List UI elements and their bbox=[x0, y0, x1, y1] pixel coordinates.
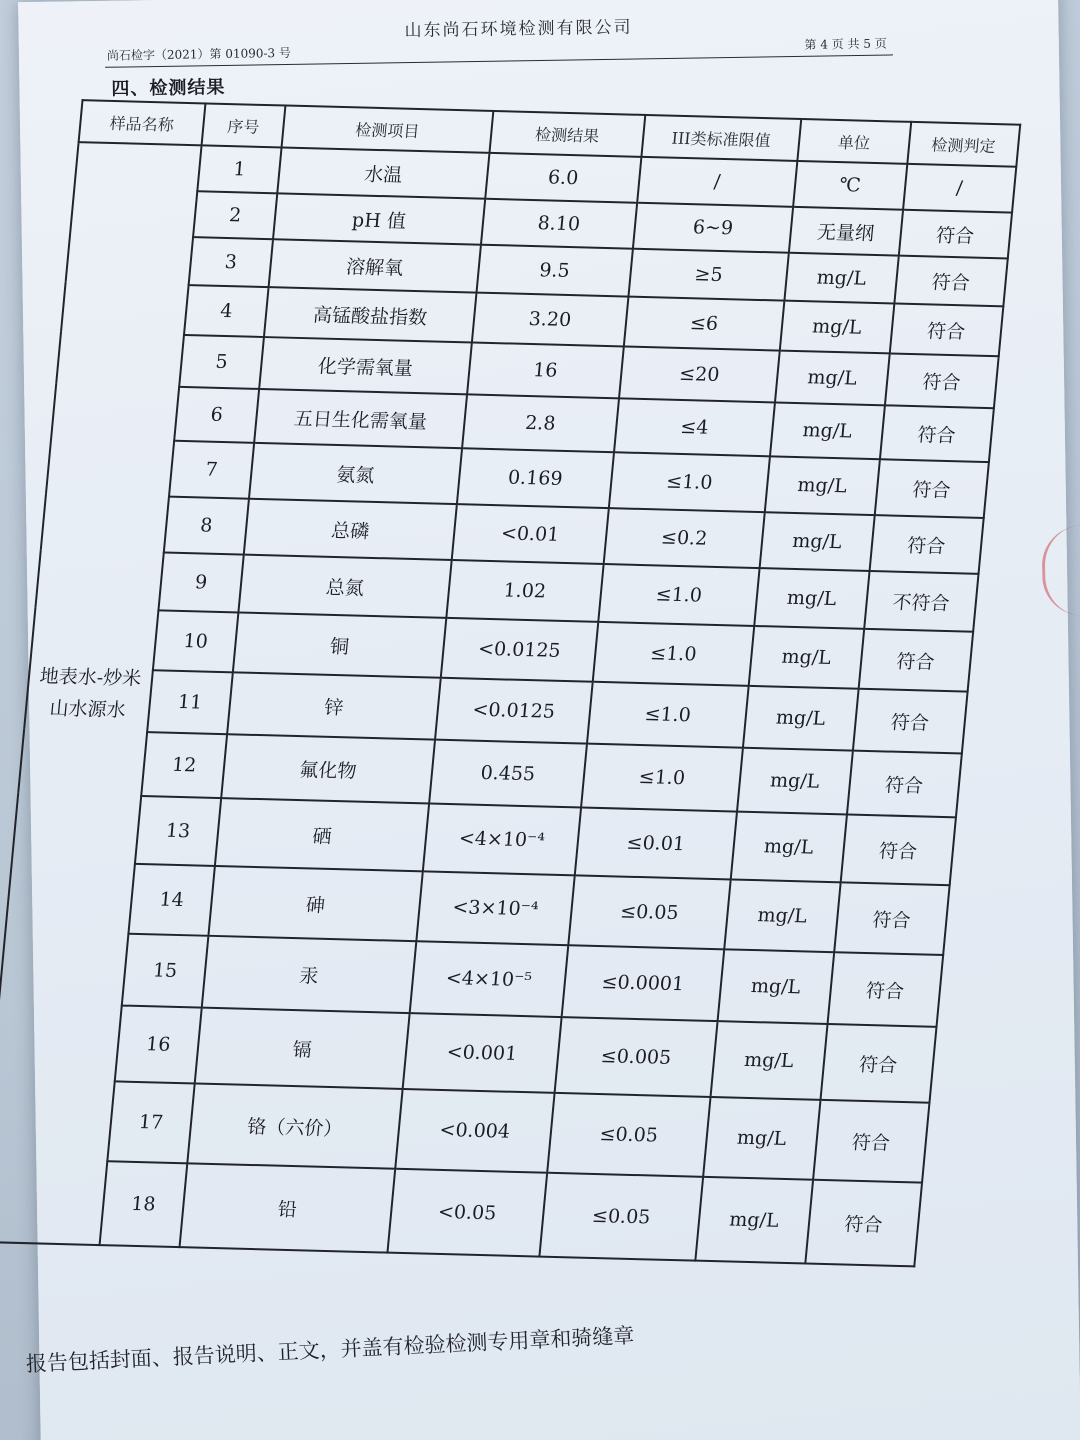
row-number: 9 bbox=[158, 552, 244, 612]
table-body bbox=[0, 142, 1016, 1266]
col-header-item: 检测项目 bbox=[282, 106, 494, 153]
judgement: 符合 bbox=[840, 814, 956, 885]
judgement: 符合 bbox=[889, 304, 1003, 357]
unit: mg/L bbox=[749, 626, 864, 689]
row-number: 1 bbox=[197, 145, 282, 193]
unit: mg/L bbox=[765, 456, 880, 515]
row-number: 8 bbox=[164, 497, 250, 555]
row-number: 2 bbox=[193, 191, 278, 239]
test-item: 总磷 bbox=[244, 499, 457, 560]
test-item: 总氮 bbox=[239, 555, 452, 618]
judgement: 符合 bbox=[834, 882, 950, 955]
test-result: 9.5 bbox=[476, 245, 632, 297]
col-header-result: 检测结果 bbox=[489, 111, 645, 157]
test-item: pH 值 bbox=[273, 193, 485, 244]
unit: mg/L bbox=[718, 949, 834, 1024]
standard-limit: 6~9 bbox=[633, 203, 794, 253]
row-number: 3 bbox=[188, 237, 273, 287]
report-page bbox=[18, 0, 1080, 1440]
judgement: 符合 bbox=[827, 952, 943, 1027]
judgement: 不符合 bbox=[864, 571, 979, 632]
section-title: 四、检测结果 bbox=[111, 76, 226, 100]
test-result: 16 bbox=[467, 342, 624, 398]
standard-limit: ≤0.005 bbox=[554, 1017, 717, 1097]
footer-note: 报告包括封面、报告说明、正文，并盖有检验检测专用章和骑缝章 bbox=[25, 1323, 635, 1377]
row-number: 11 bbox=[147, 670, 233, 734]
judgement: 符合 bbox=[884, 353, 998, 408]
unit: mg/L bbox=[724, 879, 840, 952]
test-item: 五日生化需氧量 bbox=[254, 389, 467, 448]
test-result: 0.455 bbox=[429, 740, 587, 808]
test-result: 3.20 bbox=[472, 293, 628, 347]
results-table-wrapper bbox=[0, 99, 1021, 1267]
unit: mg/L bbox=[737, 748, 852, 815]
row-number: 7 bbox=[169, 441, 255, 499]
test-item: 氟化物 bbox=[221, 734, 435, 803]
unit: mg/L bbox=[760, 512, 875, 571]
standard-limit: ≤0.2 bbox=[603, 508, 764, 568]
standard-limit: ≥5 bbox=[628, 249, 789, 301]
standard-limit: / bbox=[637, 157, 798, 207]
col-header-no: 序号 bbox=[201, 103, 285, 147]
test-result: <3×10⁻⁴ bbox=[416, 871, 574, 945]
standard-limit: ≤1.0 bbox=[587, 682, 749, 748]
unit: mg/L bbox=[695, 1177, 812, 1264]
test-result: 1.02 bbox=[446, 560, 603, 622]
row-number: 16 bbox=[115, 1006, 202, 1084]
test-result: 8.10 bbox=[481, 199, 637, 249]
test-item: 铜 bbox=[233, 612, 446, 677]
test-item: 化学需氧量 bbox=[259, 337, 471, 394]
unit: mg/L bbox=[711, 1021, 827, 1100]
test-result: 0.169 bbox=[457, 448, 614, 508]
standard-limit: ≤20 bbox=[619, 346, 780, 402]
standard-limit: ≤1.0 bbox=[592, 622, 754, 686]
test-item: 氨氮 bbox=[249, 443, 462, 504]
test-item: 镉 bbox=[195, 1008, 410, 1089]
standard-limit: ≤1.0 bbox=[598, 564, 760, 626]
standard-limit: ≤0.05 bbox=[547, 1093, 711, 1177]
judgement: 符合 bbox=[898, 210, 1012, 259]
judgement: 符合 bbox=[820, 1024, 936, 1103]
row-number: 4 bbox=[184, 285, 269, 337]
row-number: 15 bbox=[122, 934, 209, 1008]
row-number: 13 bbox=[135, 796, 222, 866]
judgement: 符合 bbox=[846, 751, 961, 818]
unit: mg/L bbox=[785, 253, 899, 304]
test-result: <0.0125 bbox=[441, 618, 598, 682]
company-name: 山东尚石环境检测有限公司 bbox=[404, 17, 633, 42]
standard-limit: ≤0.01 bbox=[575, 807, 738, 879]
col-header-judge: 检测判定 bbox=[907, 122, 1020, 167]
standard-limit: ≤4 bbox=[614, 398, 775, 456]
test-result: <0.05 bbox=[387, 1169, 547, 1257]
row-number: 17 bbox=[107, 1081, 195, 1163]
judgement: 符合 bbox=[879, 405, 993, 462]
unit: mg/L bbox=[743, 686, 858, 751]
document-number: 尚石检字（2021）第 01090-3 号 bbox=[106, 45, 292, 63]
standard-limit: ≤1.0 bbox=[609, 452, 770, 512]
standard-limit: ≤0.05 bbox=[539, 1173, 703, 1261]
unit: mg/L bbox=[703, 1097, 820, 1180]
standard-limit: ≤0.05 bbox=[568, 875, 731, 949]
test-result: <0.004 bbox=[395, 1089, 554, 1173]
test-item: 高锰酸盐指数 bbox=[264, 287, 476, 342]
col-header-unit: 单位 bbox=[797, 119, 910, 164]
unit: 无量纲 bbox=[789, 207, 903, 256]
test-item: 铬（六价） bbox=[188, 1083, 403, 1168]
test-result: 2.8 bbox=[462, 394, 619, 452]
test-item: 铅 bbox=[180, 1163, 395, 1252]
unit: mg/L bbox=[770, 402, 884, 459]
col-header-sample: 样品名称 bbox=[79, 100, 206, 145]
row-number: 6 bbox=[174, 387, 259, 443]
results-table bbox=[0, 99, 1021, 1267]
test-result: <0.0125 bbox=[435, 678, 593, 744]
unit: mg/L bbox=[775, 351, 889, 406]
judgement: 符合 bbox=[874, 459, 989, 518]
unit: mg/L bbox=[754, 568, 869, 629]
test-item: 水温 bbox=[278, 147, 490, 198]
judgement: / bbox=[903, 164, 1017, 213]
test-result: <4×10⁻⁴ bbox=[423, 804, 581, 876]
judgement: 符合 bbox=[852, 689, 967, 754]
judgement: 符合 bbox=[869, 515, 984, 574]
test-result: <0.001 bbox=[403, 1013, 562, 1093]
standard-limit: ≤1.0 bbox=[581, 744, 743, 812]
row-number: 12 bbox=[141, 732, 227, 798]
unit: ℃ bbox=[793, 161, 907, 210]
test-item: 砷 bbox=[209, 866, 423, 941]
standard-limit: ≤6 bbox=[624, 297, 785, 351]
judgement: 符合 bbox=[894, 256, 1008, 307]
test-result: <4×10⁻⁵ bbox=[410, 941, 568, 1017]
judgement: 符合 bbox=[805, 1180, 922, 1267]
test-item: 溶解氧 bbox=[269, 239, 481, 292]
unit: mg/L bbox=[780, 301, 894, 354]
test-item: 汞 bbox=[202, 936, 416, 1013]
row-number: 5 bbox=[179, 335, 264, 389]
page-number: 第 4 页 共 5 页 bbox=[804, 36, 887, 52]
col-header-limit: III类标准限值 bbox=[641, 115, 801, 161]
judgement: 符合 bbox=[858, 629, 973, 692]
row-number: 18 bbox=[99, 1161, 187, 1247]
test-result: 6.0 bbox=[485, 153, 641, 203]
unit: mg/L bbox=[731, 812, 847, 883]
standard-limit: ≤0.0001 bbox=[561, 945, 724, 1021]
sample-name-cell: 地表水-炒米山水源水 bbox=[0, 142, 201, 1245]
seal-stamp-edge bbox=[1041, 525, 1080, 616]
test-item: 锌 bbox=[227, 672, 440, 739]
row-number: 10 bbox=[153, 610, 239, 672]
test-item: 硒 bbox=[215, 798, 429, 871]
test-result: <0.01 bbox=[452, 504, 609, 564]
judgement: 符合 bbox=[813, 1100, 930, 1183]
row-number: 14 bbox=[128, 864, 215, 936]
